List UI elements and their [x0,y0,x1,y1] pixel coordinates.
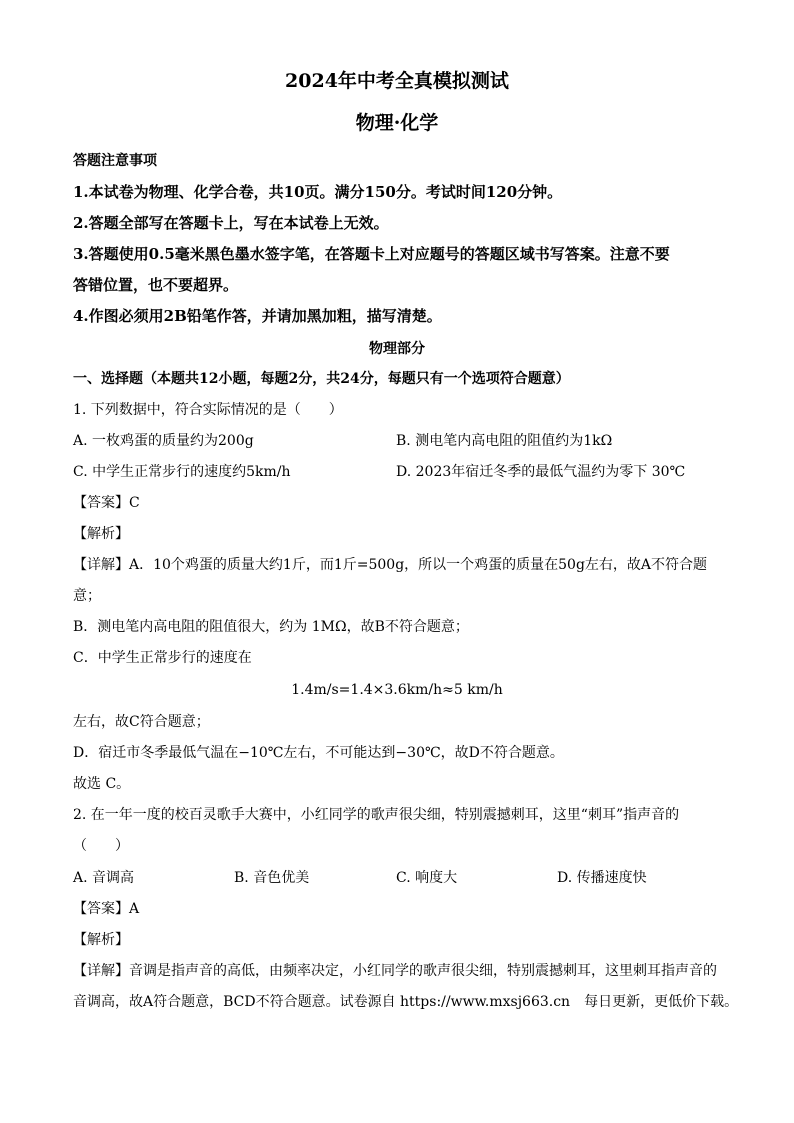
notice-item-1: 1.本试卷为物理、化学合卷，共10页。满分150分。考试时间120分钟。 [73,183,563,201]
q1-analysis-label: 【解析】 [73,526,129,542]
q1-detail-4: C．中学生正常步行的速度在 [73,650,252,666]
notice-item-4: 4.作图必须用2B铅笔作答，并请加黑加粗，描写清楚。 [73,307,442,325]
q1-option-c: C. 中学生正常步行的速度约5km/h [73,464,291,480]
notice-heading: 答题注意事项 [73,153,157,169]
q2-answer: 【答案】A [73,901,140,917]
q2-analysis-label: 【解析】 [73,932,129,948]
q1-option-b: B. 测电笔内高电阻的阻值约为1kΩ [396,433,613,449]
q2-stem-cont: （ ） [73,838,129,854]
notice-item-2: 2.答题全部写在答题卡上，写在本试卷上无效。 [73,214,389,232]
q1-option-a: A. 一枚鸡蛋的质量约为200g [73,433,254,449]
q2-option-b: B. 音色优美 [234,870,310,886]
q2-detail-1: 【详解】音调是指声音的高低，由频率决定，小红同学的歌声很尖细，特别震撼刺耳，这里刺耳指声音的 [73,963,717,979]
q1-equation: 1.4m/s=1.4×3.6km/h≈5 km/h [291,682,503,698]
notice-item-3-cont: 答错位置，也不要超界。 [73,276,239,294]
part-heading: 一、选择题（本题共12小题，每题2分，共24分，每题只有一个选项符合题意） [73,371,570,387]
page-title: 2024年中考全真模拟测试 [285,70,509,92]
q1-answer: 【答案】C [73,495,140,511]
page-subtitle: 物理·化学 [355,112,439,134]
q2-option-d: D. 传播速度快 [557,870,647,886]
q1-detail-6: 左右，故C符合题意； [73,714,210,730]
notice-item-3: 3.答题使用0.5毫米黑色墨水签字笔，在答题卡上对应题号的答题区域书写答案。注意不要 [73,245,670,263]
section-title: 物理部分 [369,341,425,357]
q1-detail-8: 故选 C。 [73,776,131,792]
q2-option-a: A. 音调高 [73,870,135,886]
q1-detail-7: D．宿迁市冬季最低气温在−10℃左右，不可能达到−30℃，故D不符合题意。 [73,745,564,761]
q1-option-d: D. 2023年宿迁冬季的最低气温约为零下 30℃ [396,464,686,480]
q2-stem: 2. 在一年一度的校百灵歌手大赛中，小红同学的歌声很尖细，特别震撼刺耳，这里“刺耳”指声音的 [73,807,680,823]
q2-option-c: C. 响度大 [396,870,458,886]
q2-detail-2: 音调高，故A符合题意，BCD不符合题意。试卷源自 https://www.mxsj663.cn 每日更新，更低价下载。 [73,994,739,1010]
q1-detail-1: 【详解】A．10个鸡蛋的质量大约1斤，而1斤=500g，所以一个鸡蛋的质量在50g左右，故A不符合题 [73,557,708,573]
q1-stem: 1. 下列数据中，符合实际情况的是（ ） [73,402,343,418]
q1-detail-3: B．测电笔内高电阻的阻值很大，约为 1MΩ，故B不符合题意； [73,619,469,635]
q1-detail-2: 意； [73,588,101,604]
